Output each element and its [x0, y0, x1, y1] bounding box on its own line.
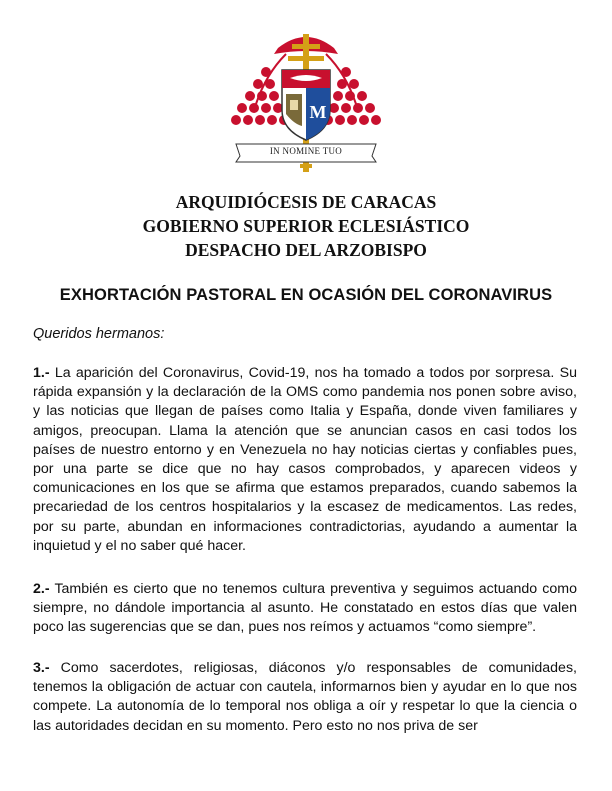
heading-line-archdiocese: ARQUIDIÓCESIS DE CARACAS: [175, 192, 437, 212]
right-tassels-icon: [323, 67, 381, 125]
left-tassels-icon: [231, 67, 289, 125]
paragraph-3: [33, 659, 577, 736]
paragraph-number: 3.-: [33, 660, 50, 676]
document-title: EXHORTACIÓN PASTORAL EN OCASIÓN DEL CORONAVIRUS: [59, 286, 553, 304]
paragraph-text: También es cierto que no tenemos cultura preventiva y seguimos actuando como siempre, no dándole importancia al asunto. He constatado en estos días que valen poco las sugerencias que se dan, pues nos reímos y actuamos “como siempre”.: [33, 581, 577, 636]
heading-line-office: DESPACHO DEL ARZOBISPO: [185, 240, 427, 260]
paragraph-2: [33, 580, 577, 638]
issuer-heading: [0, 190, 612, 262]
svg-text:M: M: [309, 102, 327, 122]
paragraph-number: 2.-: [33, 581, 50, 597]
paragraph-text: La aparición del Coronavirus, Covid-19, nos ha tomado a todos por sorpresa. Su rápida expansión y la declaración de la OMS como pandemia nos ponen sobre aviso, y las noticias que llegan de países como Italia y España, donde viven familiares y amigos, preocupan. Llama la atención que se anuncian casos en casi todos los países de nuestro entorno y en Venezuela no hay noticias ciertas y confiables pues, por una parte se dice que no hay casos comprobados, y aparecen videos y comunicaciones en los que se afirma que estamos preparados, cuando sabemos la precariedad de los centros hospitalarios y la escasez de medicamentos. Las redes, por su parte, abundan en informaciones contradictorias, ayudando a aumentar la inquietud y el no saber qué hacer.: [33, 365, 577, 554]
paragraph-1: [33, 364, 577, 556]
paragraph-text: Como sacerdotes, religiosas, diáconos y/o responsables de comunidades, tenemos la obligación de actuar con cautela, informarnos bien y ayudar en lo que nos compete. La autonomía de lo temporal nos obliga a oír y respetar lo que la ciencia o las autoridades decidan en su momento. Pero esto no nos priva de ser: [33, 660, 577, 734]
paragraph-number: 1.-: [33, 365, 50, 381]
shield-icon: [282, 70, 330, 140]
salutation: Queridos hermanos:: [33, 326, 165, 342]
heading-line-government: GOBIERNO SUPERIOR ECLESIÁSTICO: [142, 216, 470, 236]
motto-text: IN NOMINE TUO: [269, 146, 343, 156]
